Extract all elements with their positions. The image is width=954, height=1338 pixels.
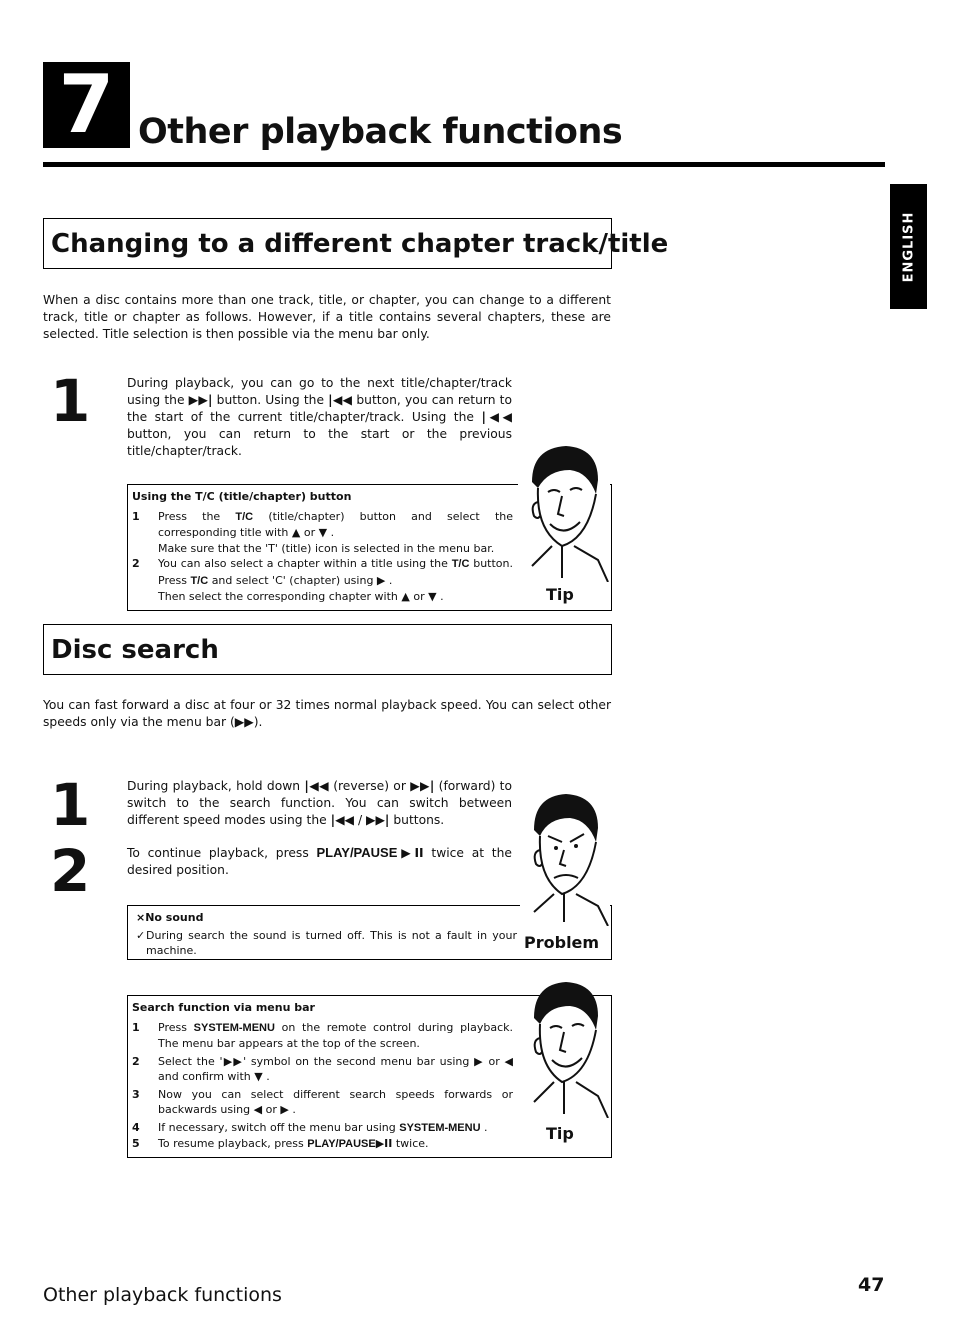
section-heading-disc-search: Disc search bbox=[43, 624, 612, 675]
section2-intro: You can fast forward a disc at four or 32 times normal playback speed. You can select other speeds only via the menu bar (▶▶). bbox=[43, 698, 611, 729]
next-icon: ▶▶| bbox=[366, 813, 390, 827]
right-arrow-icon: ▶ bbox=[376, 573, 386, 587]
left-arrow-icon: ◀ bbox=[504, 1054, 513, 1068]
section2-step2-text: To continue playback, press PLAY/PAUSE▶II twice at the desired position. bbox=[127, 845, 512, 877]
problem-item: ✓ During search the sound is turned off. This is not a fault in your machine. bbox=[136, 928, 517, 957]
tip-title: Search function via menu bar bbox=[132, 1001, 315, 1014]
section2-step1-text: During playback, hold down |◀◀ (reverse) or ▶▶| (forward) to switch to the search function. You can switch between different speed modes using the |◀◀ / ▶▶| buttons. bbox=[127, 779, 513, 827]
right-arrow-icon: ▶ bbox=[474, 1054, 484, 1068]
chapter-number: 7 bbox=[43, 62, 130, 148]
up-arrow-icon: ▲ bbox=[291, 526, 301, 539]
tip-label: Tip bbox=[546, 1124, 574, 1143]
section-heading-chapter-change: Changing to a different chapter track/title bbox=[43, 218, 612, 269]
problem-label: Problem bbox=[524, 933, 600, 952]
play-pause-icon: ▶II bbox=[397, 846, 424, 860]
tip-item: 4 If necessary, switch off the menu bar using SYSTEM-MENU . bbox=[132, 1120, 488, 1134]
section1-step1-text: During playback, you can go to the next title/chapter/track using the ▶▶| button. Using the |◀◀ button, you can return to the start of the current title/chapter/track. Using the |◀◀ button, you can return to the start or the previous title/chapter/track. bbox=[127, 376, 512, 458]
left-arrow-icon: ◀ bbox=[253, 1103, 263, 1116]
fast-forward-icon: ▶▶ bbox=[234, 715, 254, 729]
play-pause-icon: ▶II bbox=[375, 1137, 393, 1150]
chapter-rule bbox=[43, 162, 885, 167]
previous-icon: |◀◀ bbox=[328, 393, 353, 407]
step-number: 2 bbox=[50, 837, 91, 905]
down-arrow-icon: ▼ bbox=[254, 1070, 263, 1083]
footer-section-title: Other playback functions bbox=[43, 1284, 282, 1306]
language-tab-label: ENGLISH bbox=[901, 211, 916, 282]
tip-item: 2 You can also select a chapter within a title using the T/C button. Press T/C and select 'C' (chapter) using ▶ . Then select the corresponding chapter with ▲ or ▼ . bbox=[132, 557, 513, 603]
down-arrow-icon: ▼ bbox=[428, 590, 437, 603]
tip-item: 5 To resume playback, press PLAY/PAUSE▶II twice. bbox=[132, 1137, 429, 1150]
previous-icon: |◀◀ bbox=[481, 410, 512, 424]
previous-icon: |◀◀ bbox=[304, 779, 329, 793]
previous-icon: |◀◀ bbox=[330, 813, 355, 827]
cartoon-face-smiling-icon bbox=[518, 442, 610, 582]
cartoon-face-smiling-icon bbox=[520, 978, 610, 1118]
tip-label: Tip bbox=[546, 585, 574, 604]
section1-intro: When a disc contains more than one track, title, or chapter, you can change to a different track, title or chapter as follows. However, if a title contains several chapters, these are selected. Title selection is then possible via the menu bar only. bbox=[43, 293, 611, 341]
chapter-title: Other playback functions bbox=[138, 112, 623, 152]
tip-item: 3 Now you can select different search speeds forwards or backwards using ◀ or ▶ . bbox=[132, 1087, 513, 1116]
page-number: 47 bbox=[858, 1274, 885, 1296]
down-arrow-icon: ▼ bbox=[318, 526, 328, 539]
tip-item: 1 Press the T/C (title/chapter) button and select the corresponding title with ▲ or ▼ . Make sure that the 'T' (title) icon is selected in the menu bar. bbox=[132, 509, 513, 555]
next-icon: ▶▶| bbox=[188, 393, 213, 407]
tip-item: 1 Press SYSTEM-MENU on the remote control during playback. The menu bar appears at the top of the screen. bbox=[132, 1020, 513, 1050]
up-arrow-icon: ▲ bbox=[401, 590, 410, 603]
cross-icon: × bbox=[136, 911, 146, 924]
right-arrow-icon: ▶ bbox=[280, 1103, 289, 1116]
step-number: 1 bbox=[50, 771, 91, 839]
language-tab bbox=[890, 184, 927, 309]
fast-forward-icon: ▶▶ bbox=[222, 1054, 244, 1068]
check-icon: ✓ bbox=[136, 928, 146, 942]
next-icon: ▶▶| bbox=[410, 779, 435, 793]
cartoon-face-puzzled-icon bbox=[520, 790, 610, 926]
tip-item: 2 Select the '▶▶' symbol on the second menu bar using ▶ or ◀ and confirm with ▼ . bbox=[132, 1054, 513, 1083]
problem-title: No sound bbox=[145, 911, 204, 924]
step-number: 1 bbox=[50, 367, 91, 435]
tip-title: Using the T/C (title/chapter) button bbox=[132, 490, 352, 503]
